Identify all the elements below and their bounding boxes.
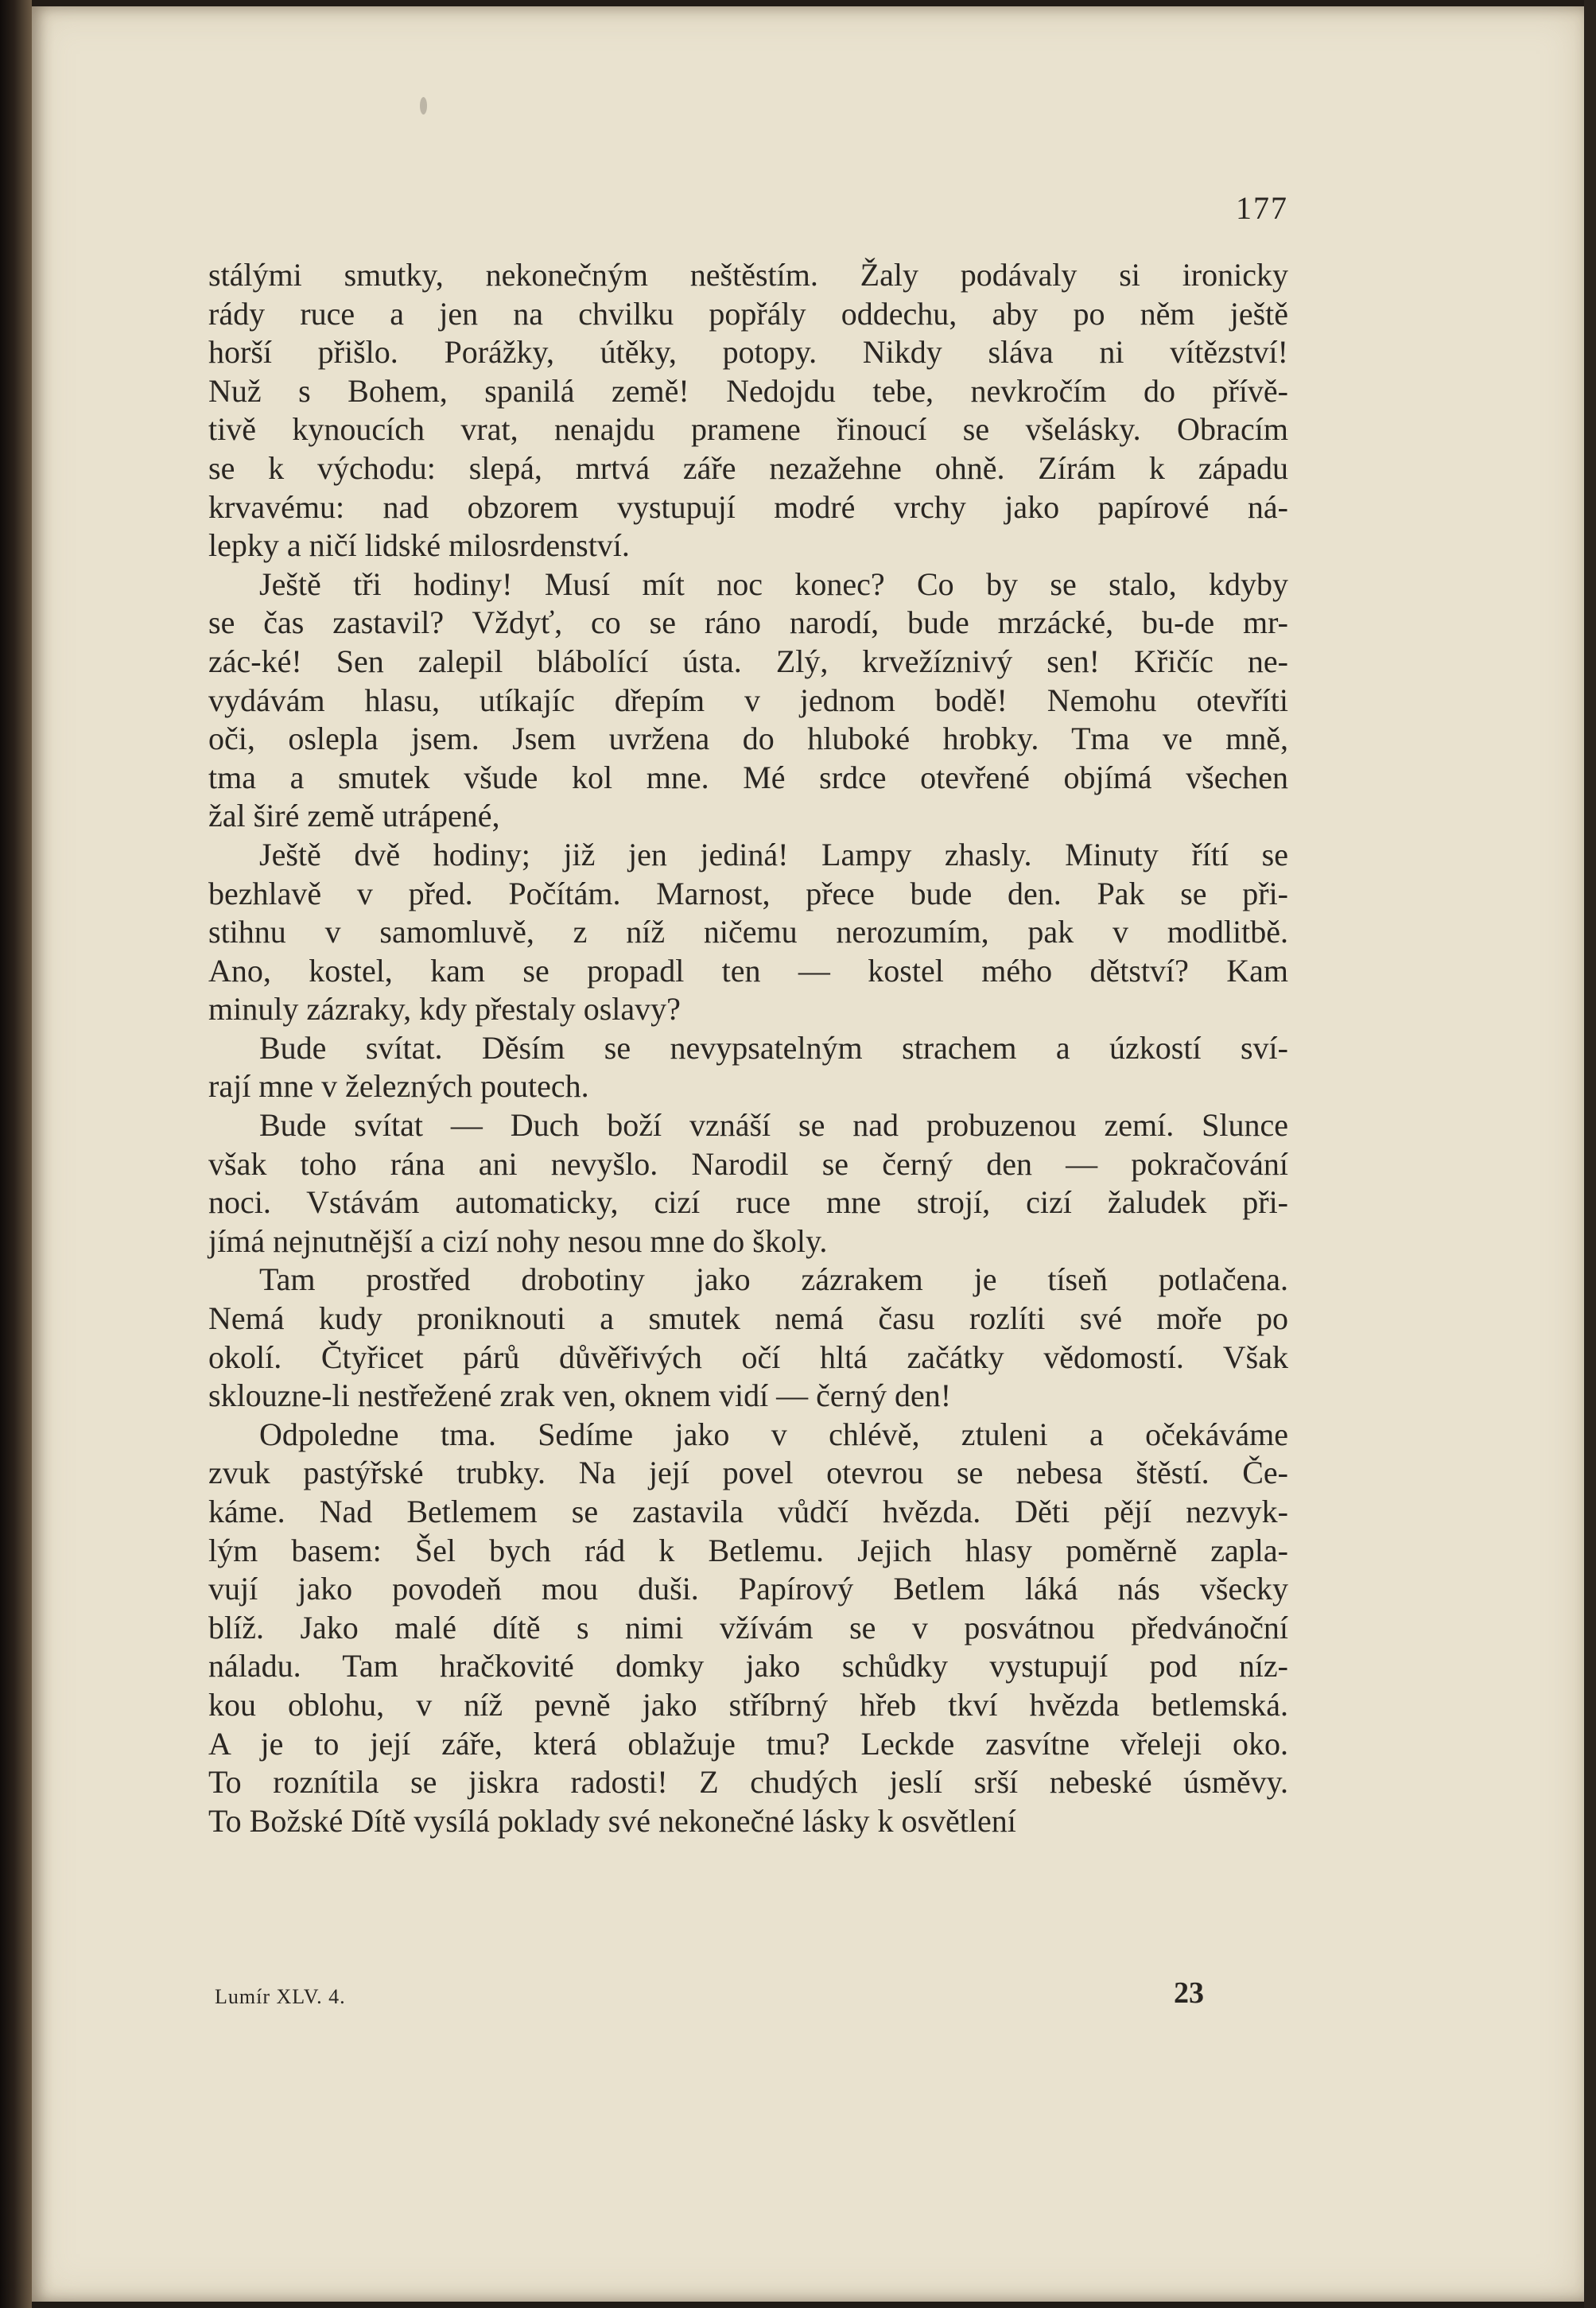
text-line: Bude svítat — Duch boží vznáší se nad probuzenou zemí. Slunce xyxy=(259,1107,1288,1144)
text-line: Ano, kostel, kam se propadl ten — kostel mého dětství? Kam xyxy=(208,952,1288,989)
page-edge xyxy=(1584,0,1596,2308)
body-text xyxy=(208,256,1288,1840)
paragraph xyxy=(208,1261,1288,1415)
text-line: horší přišlo. Porážky, útěky, potopy. Nikdy sláva ni vítězství! xyxy=(208,334,1288,371)
text-line: kou oblohu, v níž pevně jako stříbrný hřeb tkví hvězda betlemská. xyxy=(208,1686,1288,1723)
text-line: tivě kynoucích vrat, nenajdu pramene řinoucí se všelásky. Obracím xyxy=(208,411,1288,448)
printer-signature: Lumír XLV. 4. xyxy=(215,1985,346,2008)
text-line: Ještě dvě hodiny; již jen jediná! Lampy zhasly. Minuty řítí se xyxy=(259,836,1288,872)
text-line: tma a smutek všude kol mne. Mé srdce otevřené objímá všechen xyxy=(208,759,1288,795)
text-line: Bude svítat. Děsím se nevypsatelným strachem a úzkostí sví- xyxy=(259,1029,1288,1066)
text-line: Nemá kudy proniknouti a smutek nemá času rozlíti své moře po xyxy=(208,1300,1288,1337)
text-line: se čas zastavil? Vždyť, co se ráno narodí, bude mrzácké, bu-de mr- xyxy=(208,604,1288,641)
text-line: náladu. Tam hračkovité domky jako schůdky vystupují pod níz- xyxy=(208,1648,1288,1684)
text-line: krvavému: nad obzorem vystupují modré vrchy jako papírové ná- xyxy=(208,488,1288,525)
text-line: Tam prostřed drobotiny jako zázrakem je tíseň potlačena. xyxy=(259,1261,1288,1298)
text-line: káme. Nad Betlemem se zastavila vůdčí hvězda. Děti pějí nezvyk- xyxy=(208,1494,1288,1529)
text-line: vydávám hlasu, utíkajíc dřepím v jednom bodě! Nemohu otevříti xyxy=(208,682,1288,718)
text-line: blíž. Jako malé dítě s nimi vžívám se v posvátnou předvánoční xyxy=(208,1609,1288,1646)
text-line: se k východu: slepá, mrtvá záře nezažehne ohně. Zírám k západu xyxy=(208,449,1288,486)
text-line: minuly zázraky, kdy přestaly oslavy? xyxy=(208,991,681,1028)
paragraph xyxy=(208,1106,1288,1261)
text-line: žal širé země utrápené, xyxy=(208,798,500,834)
text-line: Odpoledne tma. Sedíme jako v chlévě, ztuleni a očekáváme xyxy=(259,1416,1288,1452)
paragraph xyxy=(208,1416,1288,1841)
paragraph xyxy=(208,1029,1288,1106)
text-line: Nuž s Bohem, spanilá země! Nedojdu tebe, nevkročím do přívě- xyxy=(208,372,1288,409)
page-number: 177 xyxy=(1236,190,1288,226)
text-line: však toho rána ani nevyšlo. Narodil se černý den — pokračování xyxy=(208,1145,1288,1182)
text-line: sklouzne-li nestřežené zrak ven, oknem vidí — černý den! xyxy=(208,1377,952,1414)
text-line: zác-ké! Sen zalepil blábolící ústa. Zlý, krvežíznivý sen! Křičíc ne- xyxy=(208,643,1288,679)
text-line: lepky a ničí lidské milosrdenství. xyxy=(208,527,630,564)
paragraph xyxy=(208,836,1288,1029)
text-line: oči, oslepla jsem. Jsem uvržena do hluboké hrobky. Tma ve mně, xyxy=(208,721,1288,757)
text-line: bezhlavě v před. Počítám. Marnost, přece bude den. Pak se při- xyxy=(208,875,1288,911)
book-spine xyxy=(0,0,32,2308)
text-line: A je to její záře, která oblažuje tmu? Leckde zasvítne vřeleji oko. xyxy=(208,1725,1288,1762)
text-line: zvuk pastýřské trubky. Na její povel otevrou se nebesa štěstí. Če- xyxy=(208,1455,1288,1491)
page-footer xyxy=(215,1976,1209,2015)
text-line: rají mne v železných poutech. xyxy=(208,1068,589,1105)
paper-speck xyxy=(420,97,427,115)
text-line: To Božské Dítě vysílá poklady své nekonečné lásky k osvětlení xyxy=(208,1802,1016,1839)
text-line: vují jako povodeň mou duši. Papírový Betlem láká nás všecky xyxy=(208,1571,1288,1607)
text-line: okolí. Čtyřicet párů důvěřivých očí hltá začátky vědomostí. Však xyxy=(208,1339,1288,1375)
text-line: jímá nejnutnější a cizí nohy nesou mne do školy. xyxy=(208,1222,828,1259)
paragraph xyxy=(208,565,1288,836)
sheet-number: 23 xyxy=(1174,1976,1204,2010)
text-line: stihnu v samomluvě, z níž ničemu nerozumím, pak v modlitbě. xyxy=(208,914,1288,950)
text-line: noci. Vstávám automaticky, cizí ruce mne strojí, cizí žaludek při- xyxy=(208,1184,1288,1221)
text-line: rády ruce a jen na chvilku popřály oddechu, aby po něm ještě xyxy=(208,295,1288,332)
text-line: Ještě tři hodiny! Musí mít noc konec? Co by se stalo, kdyby xyxy=(259,565,1288,602)
paragraph xyxy=(208,256,1288,565)
text-line: lým basem: Šel bych rád k Betlemu. Jejich hlasy poměrně zapla- xyxy=(208,1532,1288,1568)
text-line: stálými smutky, nekonečným neštěstím. Žaly podávaly si ironicky xyxy=(208,257,1288,293)
text-line: To roznítila se jiskra radosti! Z chudých jeslí srší nebeské úsměvy. xyxy=(208,1764,1288,1801)
